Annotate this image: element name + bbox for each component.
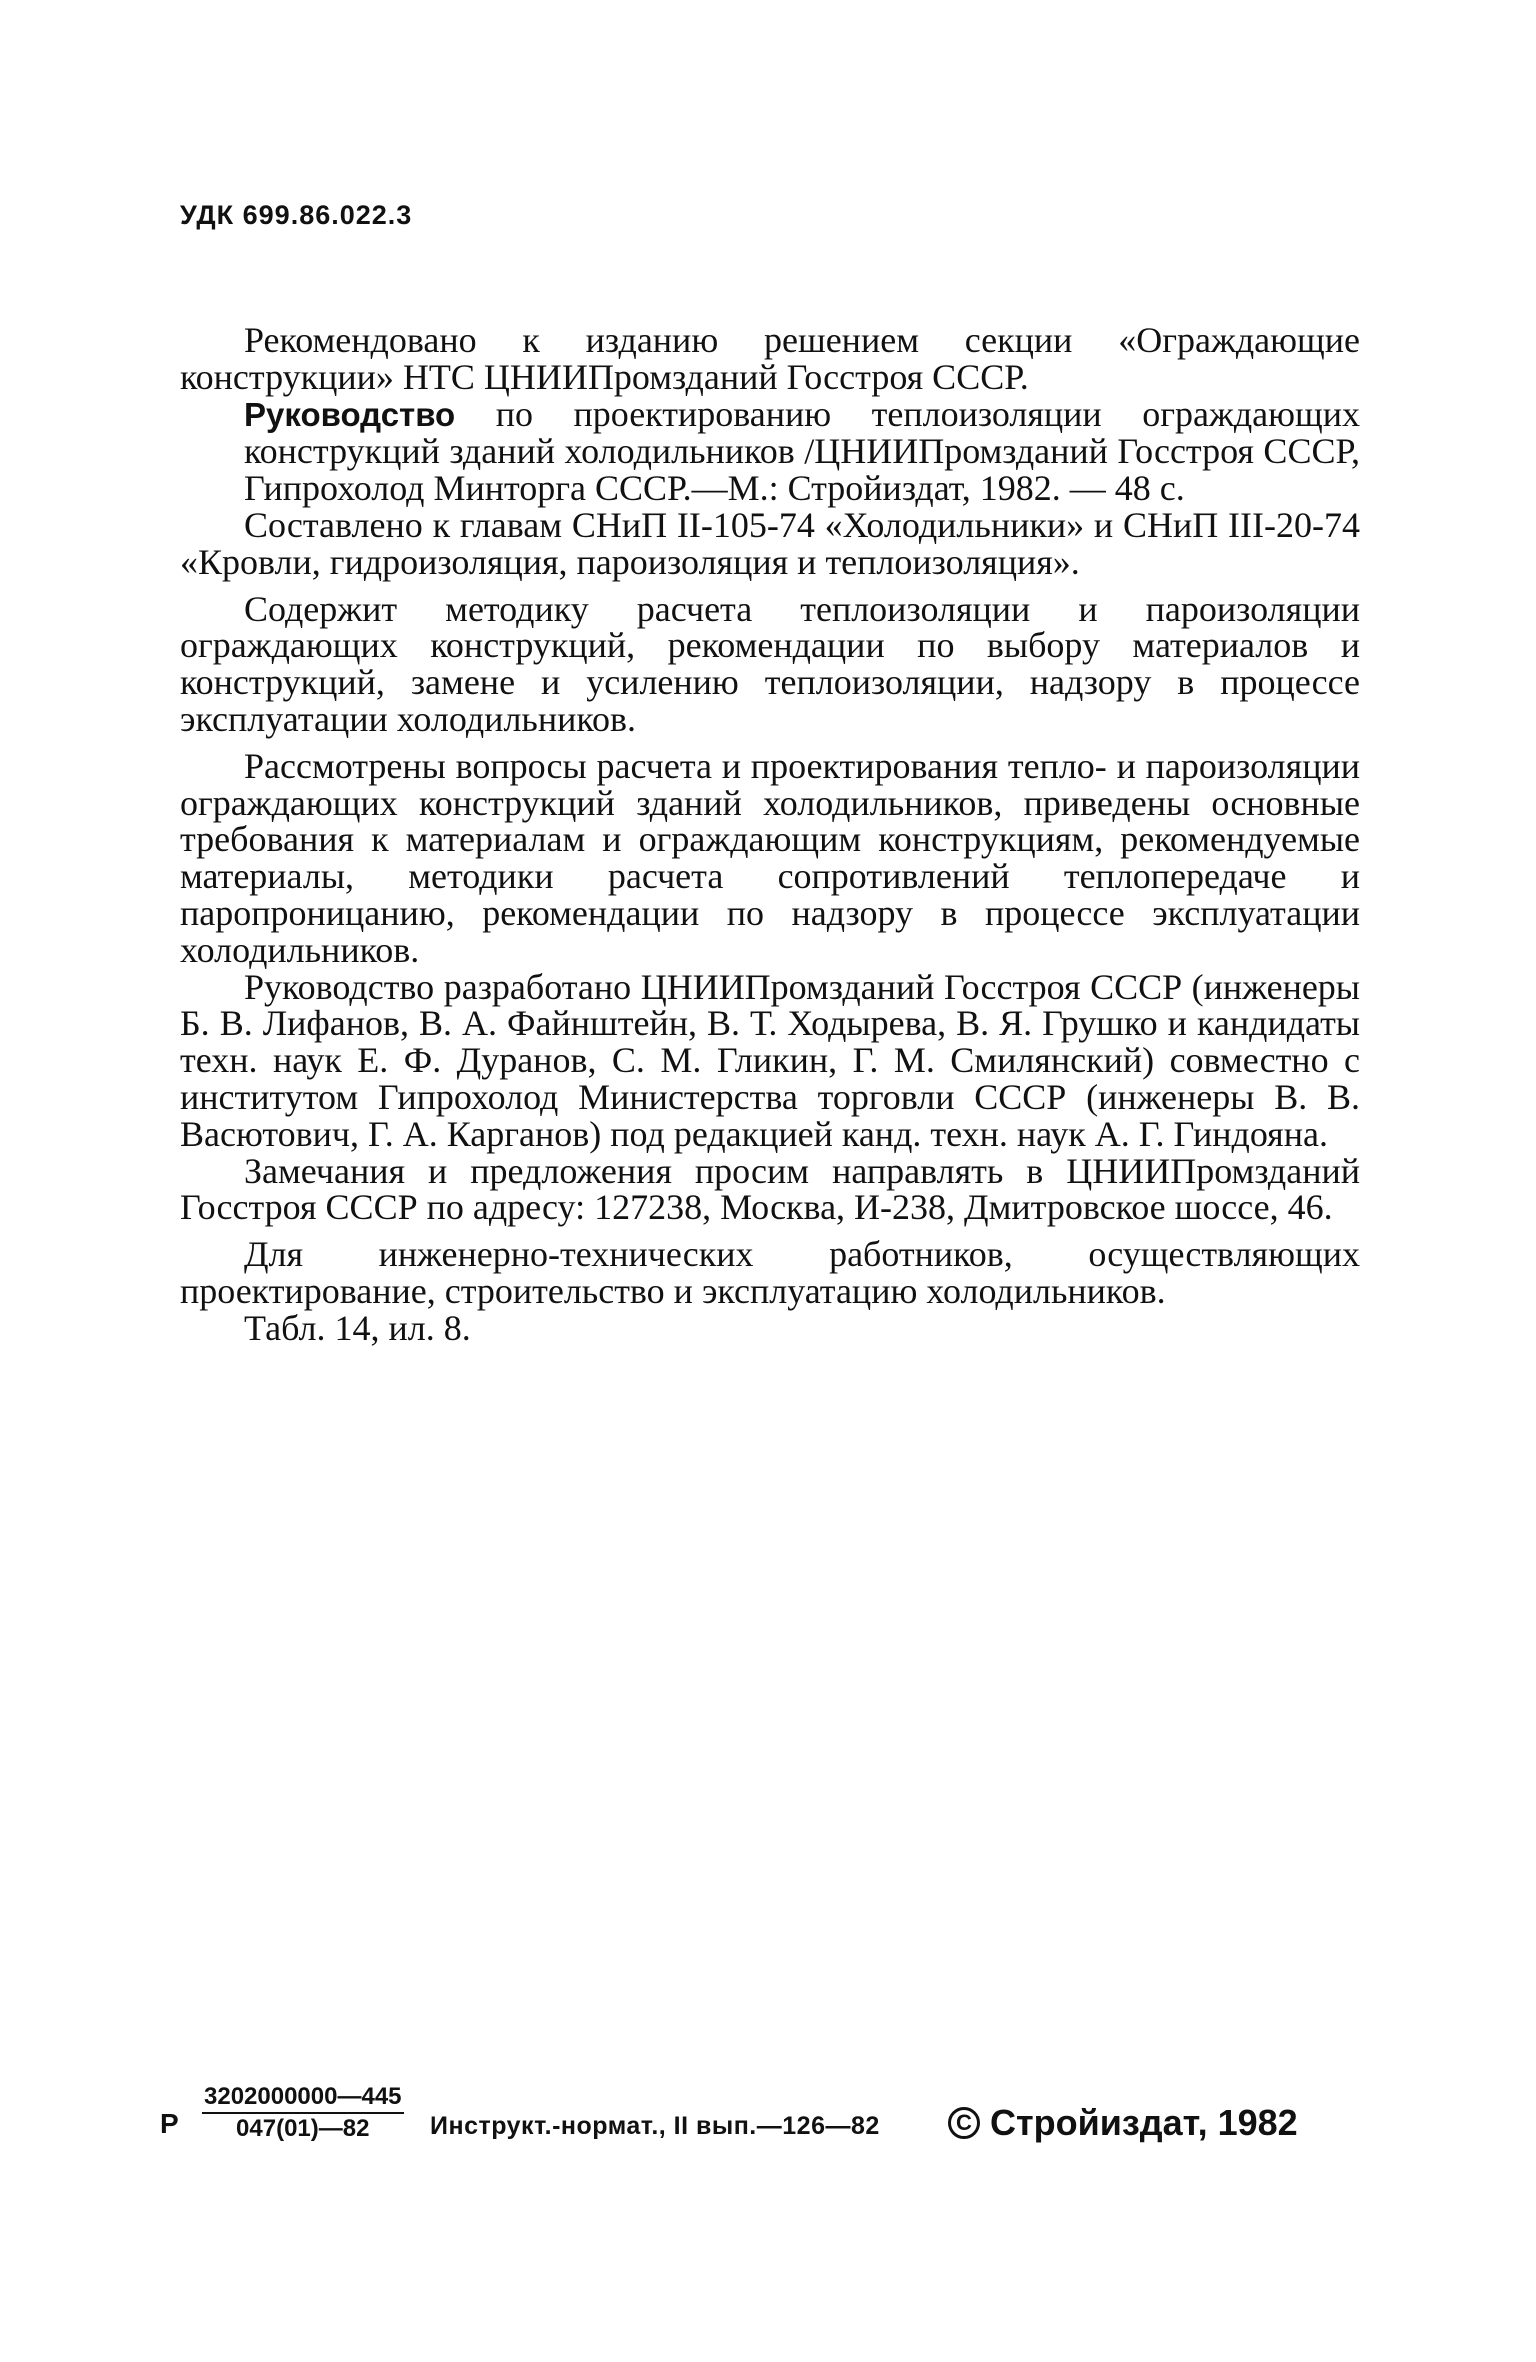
bibliographic-description xyxy=(180,393,1360,509)
paragraph-topics: Рассмотрены вопросы расчета и проектирования тепло- и пароизоляции ограждающих конструкций зданий холодильников, приведены основные требования к материалам и ограждающим конструкциям, рекомендуемые материалы, методики расчета сопротивлений теплопередаче и паропроницанию, рекомендации по надзору в процессе эксплуатации холодильников. xyxy=(180,745,1360,970)
copyright-icon: C xyxy=(948,2107,980,2139)
imprint-numerator: 3202000000—445 xyxy=(202,2082,404,2114)
paragraph-feedback: Замечания и предложения просим направлять в ЦНИИПромзданий Госстроя СССР по адресу: 127238, Москва, И-238, Дмитровское шоссе, 46. xyxy=(180,1150,1360,1228)
annotation-block xyxy=(180,322,1360,1347)
imprint-index-fraction xyxy=(202,2082,404,2144)
tables-figures-count: Табл. 14, ил. 8. xyxy=(244,1307,471,1348)
recommendation-text: Рекомендовано к изданию решением секции «Ограждающие конструкции» НТС ЦНИИПромзданий Госстроя СССР. xyxy=(180,320,1360,397)
copyright-line xyxy=(948,2102,1298,2144)
biblio-title: Руководство xyxy=(244,395,456,433)
imprint-series: Инструкт.-нормат., II вып.—126—82 xyxy=(430,2112,880,2140)
paragraph-compiled: Составлено к главам СНиП II-105-74 «Холодильники» и СНиП III-20-74 «Кровли, гидроизоляция, пароизоляция и теплоизоляция». xyxy=(180,504,1360,582)
imprint-denominator: 047(01)—82 xyxy=(236,2115,370,2142)
paragraph-authors: Руководство разработано ЦНИИПромзданий Госстроя СССР (инженеры Б. В. Лифанов, В. А. Файнштейн, В. Т. Ходырева, В. Я. Грушко и кандидаты техн. наук Е. Ф. Дуранов, С. М. Гликин, Г. М. Смилянский) совместно с институтом Гипрохолод Министерства торговли СССР (инженеры В. В. Васютович, Г. А. Карганов) под редакцией канд. техн. наук А. Г. Гиндояна. xyxy=(180,966,1360,1154)
udk-code: УДК 699.86.022.3 xyxy=(180,200,413,230)
publication-imprint xyxy=(160,2078,1360,2158)
paragraph-contents: Содержит методику расчета теплоизоляции и пароизоляции ограждающих конструкций, рекомендации по выбору материалов и конструкций, замене и усилению теплоизоляции, надзору в процессе эксплуатации холодильников. xyxy=(180,588,1360,739)
copyright-text: Стройиздат, 1982 xyxy=(990,2102,1298,2143)
biblio-details: по проектированию теплоизоляции ограждающих конструкций зданий холодильников /ЦНИИПромзданий Госстроя СССР, Гипрохолод Минторга СССР.—М.: Стройиздат, 1982. — 48 с. xyxy=(244,393,1360,509)
imprint-letter: Р xyxy=(160,2108,179,2139)
paragraph-audience: Для инженерно-технических работников, осуществляющих проектирование, строительство и эксплуатацию холодильников. xyxy=(180,1234,1360,1311)
